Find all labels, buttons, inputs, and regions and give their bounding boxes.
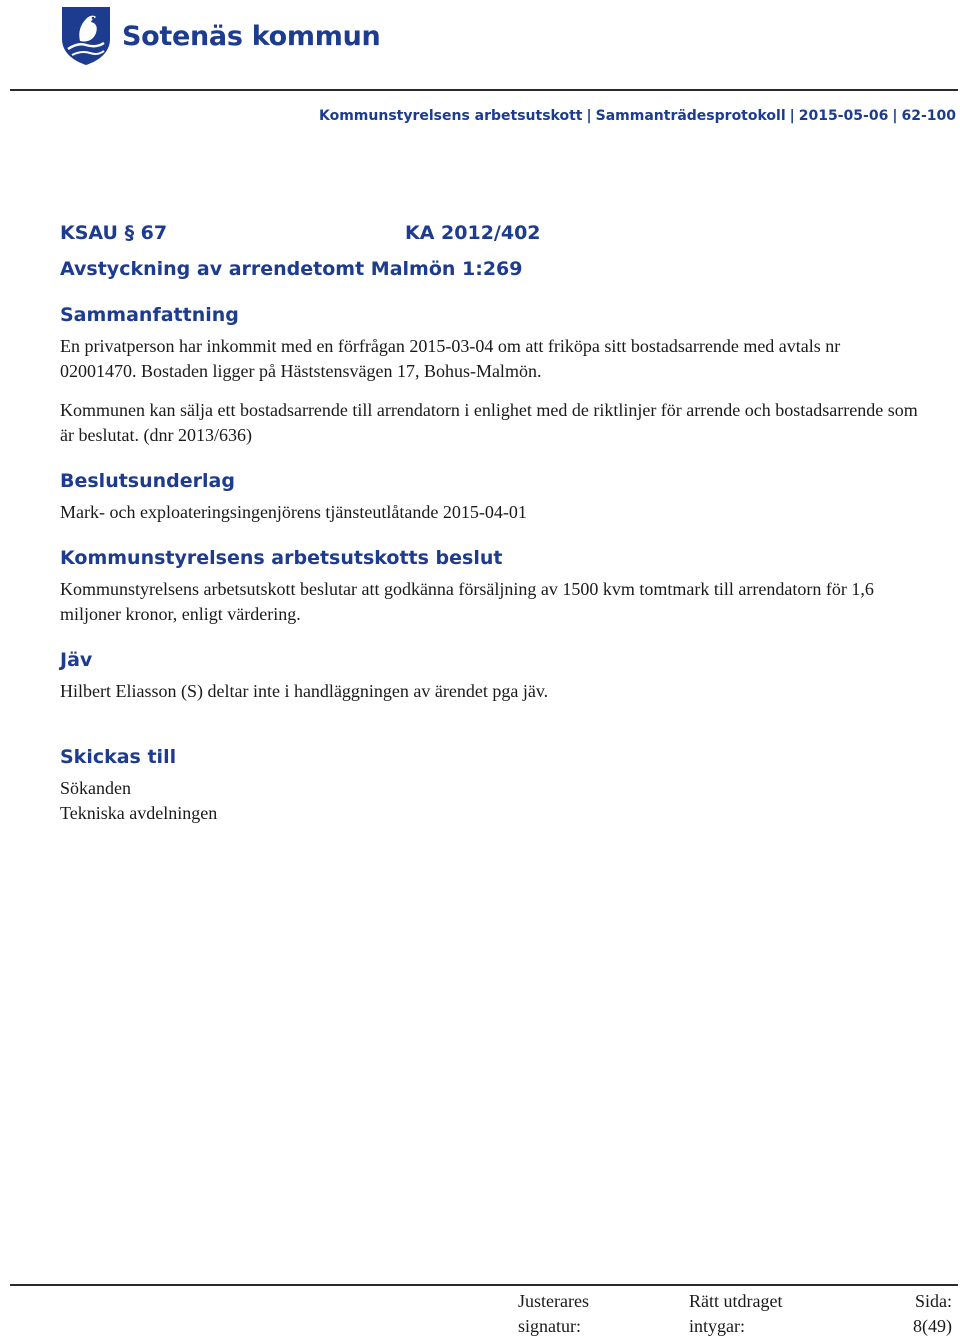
conflict-paragraph: Hilbert Eliasson (S) deltar inte i handläggningen av ärendet pga jäv.: [60, 681, 549, 701]
logo-text: Sotenäs kommun: [122, 20, 381, 52]
section-skickas-till: [60, 744, 920, 826]
sotenas-seal-icon: [60, 5, 112, 67]
basis-paragraph: Mark- och exploateringsingenjörens tjänsteutlåtande 2015-04-01: [60, 502, 527, 522]
case-title: Avstyckning av arrendetomt Malmön 1:269: [60, 258, 523, 280]
header-divider: [10, 89, 958, 91]
header-separator: |: [789, 108, 795, 124]
case-number: KA 2012/402: [405, 222, 541, 244]
header-body: Kommunstyrelsens arbetsutskott: [318, 108, 583, 124]
paragraph-number: KSAU § 67: [60, 222, 168, 244]
protocol-content: [60, 220, 920, 826]
header-separator: |: [892, 108, 898, 124]
footer-label: Rätt utdraget: [689, 1291, 783, 1311]
footer-divider: [10, 1284, 958, 1286]
header-paragraph-range: 62-100: [901, 108, 956, 124]
protocol-header: [319, 108, 956, 124]
case-identifiers: [60, 220, 920, 246]
list-item: Tekniska avdelningen: [60, 803, 218, 823]
municipality-logo: [60, 4, 380, 68]
section-beslut: [60, 545, 920, 627]
section-heading: Beslutsunderlag: [60, 470, 235, 492]
recipient-list: [60, 776, 920, 826]
footer-label: signatur:: [518, 1316, 581, 1336]
footer-justerares: [518, 1289, 589, 1339]
list-item: Sökanden: [60, 778, 131, 798]
header-separator: |: [586, 108, 592, 124]
summary-paragraph-2: Kommunen kan sälja ett bostadsarrende till arrendatorn i enlighet med de riktlinjer för arrende och bostadsarrende som är beslutat. (dnr 2013/636): [60, 400, 918, 445]
section-heading: Jäv: [60, 649, 93, 671]
section-beslutsunderlag: [60, 468, 920, 525]
page-number: 8(49): [913, 1316, 952, 1336]
section-heading: Skickas till: [60, 746, 177, 768]
footer-page-number: [913, 1289, 952, 1339]
section-heading: Kommunstyrelsens arbetsutskotts beslut: [60, 547, 503, 569]
footer-label: Sida:: [914, 1291, 952, 1311]
section-heading: Sammanfattning: [60, 304, 239, 326]
section-jav: [60, 647, 920, 704]
footer-ratt-utdraget: [689, 1289, 782, 1339]
section-sammanfattning: [60, 302, 920, 448]
header-doc-type: Sammanträdesprotokoll: [595, 108, 786, 124]
footer-label: Justerares: [518, 1291, 589, 1311]
summary-paragraph-1: En privatperson har inkommit med en förfrågan 2015-03-04 om att friköpa sitt bostadsarrende med avtals nr 02001470. Bostaden ligger på Häststensvägen 17, Bohus-Malmön.: [60, 336, 841, 381]
header-date: 2015-05-06: [798, 108, 889, 124]
decision-paragraph: Kommunstyrelsens arbetsutskott beslutar att godkänna försäljning av 1500 kvm tomtmark till arrendatorn för 1,6 miljoner kronor, enligt värdering.: [60, 579, 874, 624]
footer-label: intygar:: [689, 1316, 745, 1336]
